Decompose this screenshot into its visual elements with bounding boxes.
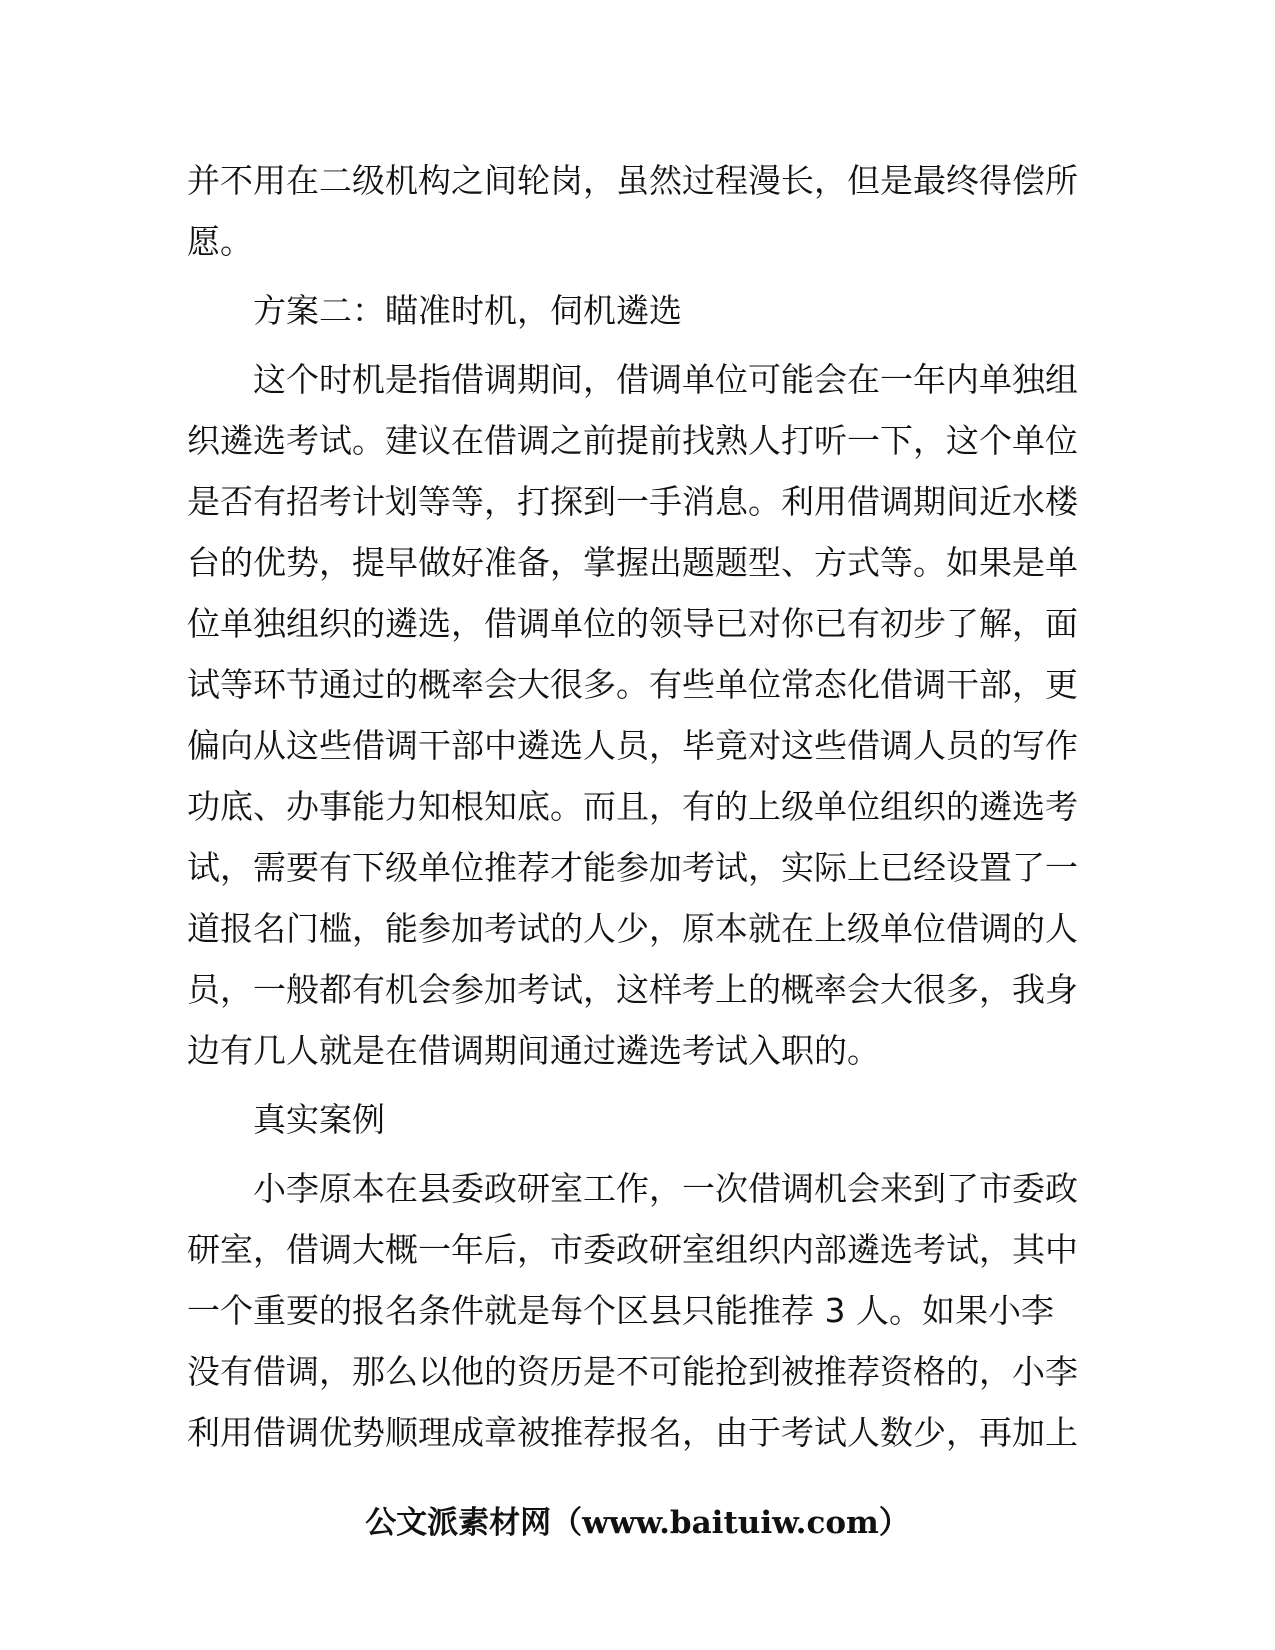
paragraph-case-xiaoli (187, 1158, 1087, 1463)
heading-line: 方案二：瞄准时机，伺机遴选 (253, 291, 682, 330)
paragraph-continuation (187, 150, 1087, 272)
document-body (187, 150, 1087, 1471)
text-line: 试，需要有下级单位推荐才能参加考试，实际上已经设置了一 (187, 848, 1078, 887)
text-line: 台的优势，提早做好准备，掌握出题题型、方式等。如果是单 (187, 543, 1078, 582)
text-line: 偏向从这些借调干部中遴选人员，毕竟对这些借调人员的写作 (187, 726, 1078, 765)
text-line: 并不用在二级机构之间轮岗，虽然过程漫长，但是最终得偿所 (187, 161, 1078, 200)
heading-line: 真实案例 (253, 1100, 385, 1139)
text-line: 研室，借调大概一年后，市委政研室组织内部遴选考试，其中 (187, 1230, 1078, 1269)
text-line: 位单独组织的遴选，借调单位的领导已对你已有初步了解，面 (187, 604, 1078, 643)
text-line: 利用借调优势顺理成章被推荐报名，由于考试人数少，再加上 (187, 1413, 1078, 1452)
text-line: 试等环节通过的概率会大很多。有些单位常态化借调干部，更 (187, 665, 1078, 704)
text-line: 一个重要的报名条件就是每个区县只能推荐 3 人。如果小李 (187, 1291, 1054, 1330)
section-heading-plan-two (187, 280, 1087, 341)
text-line: 愿。 (187, 222, 253, 261)
text-line: 员，一般都有机会参加考试，这样考上的概率会大很多，我身 (187, 970, 1078, 1009)
text-line: 这个时机是指借调期间，借调单位可能会在一年内单独组 (253, 360, 1078, 399)
page-footer: 公文派素材网（www.baituiw.com） (365, 1505, 910, 1541)
text-line: 道报名门槛，能参加考试的人少，原本就在上级单位借调的人 (187, 909, 1078, 948)
text-line: 功底、办事能力知根知底。而且，有的上级单位组织的遴选考 (187, 787, 1078, 826)
text-line: 小李原本在县委政研室工作，一次借调机会来到了市委政 (253, 1169, 1078, 1208)
section-heading-real-case (187, 1089, 1087, 1150)
text-line: 织遴选考试。建议在借调之前提前找熟人打听一下，这个单位 (187, 421, 1078, 460)
text-line: 边有几人就是在借调期间通过遴选考试入职的。 (187, 1031, 880, 1070)
text-line: 是否有招考计划等等，打探到一手消息。利用借调期间近水楼 (187, 482, 1078, 521)
text-line: 没有借调，那么以他的资历是不可能抢到被推荐资格的，小李 (187, 1352, 1078, 1391)
paragraph-timing (187, 349, 1087, 1081)
